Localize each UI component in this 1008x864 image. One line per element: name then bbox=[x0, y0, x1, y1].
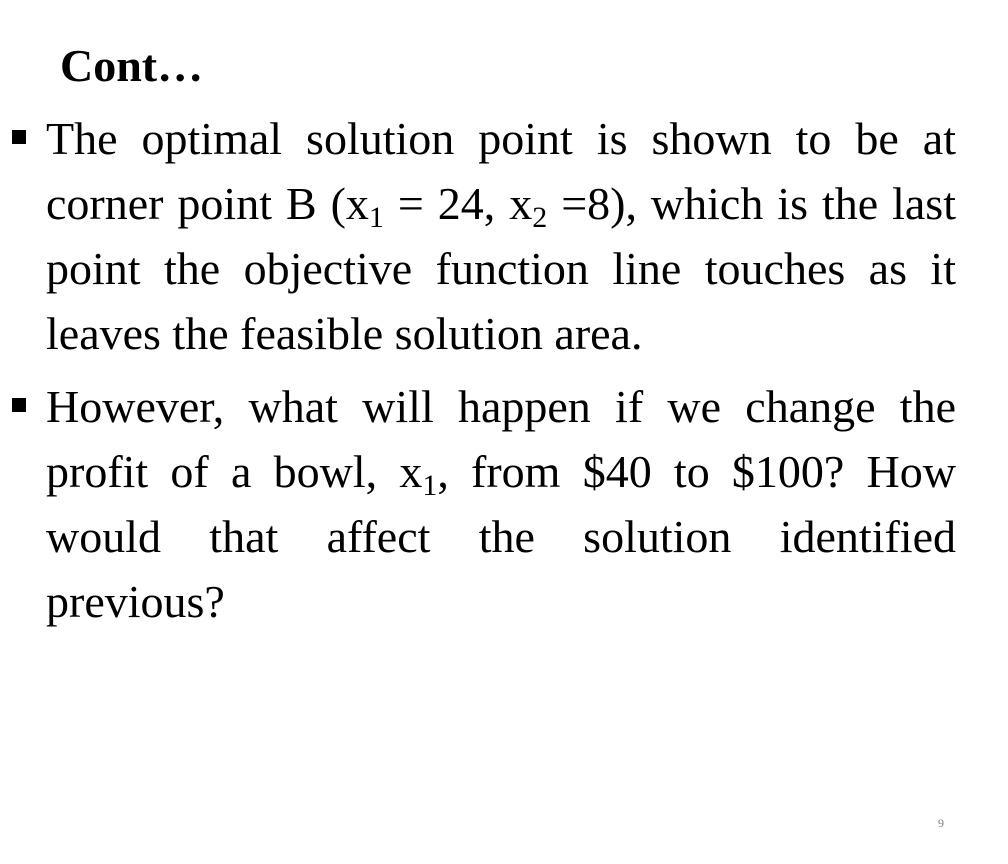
bullet-optimal-solution bbox=[0, 106, 956, 366]
subscript: 1 bbox=[422, 469, 438, 502]
square-bullet-icon bbox=[12, 398, 26, 412]
bullet-profit-change bbox=[0, 374, 956, 634]
slide-title: Cont… bbox=[60, 40, 204, 91]
subscript: 1 bbox=[368, 201, 384, 234]
bullet-list bbox=[0, 106, 1008, 634]
bullet-text: = 24, x bbox=[383, 178, 533, 229]
bullet-text: The optimal solution point is shown to be at corner point B (x bbox=[46, 113, 956, 229]
page-number: 9 bbox=[938, 816, 944, 830]
subscript: 2 bbox=[532, 201, 548, 234]
square-bullet-icon bbox=[12, 130, 26, 144]
bullet-text: , from $40 to $100? How would that affect the solution identified previous? bbox=[46, 446, 956, 627]
bullet-text: =8), which is the last point the objective function line touches as it leaves the feasible solution area. bbox=[46, 178, 956, 359]
bullet-text: However, what will happen if we change the profit of a bowl, x bbox=[46, 381, 956, 497]
